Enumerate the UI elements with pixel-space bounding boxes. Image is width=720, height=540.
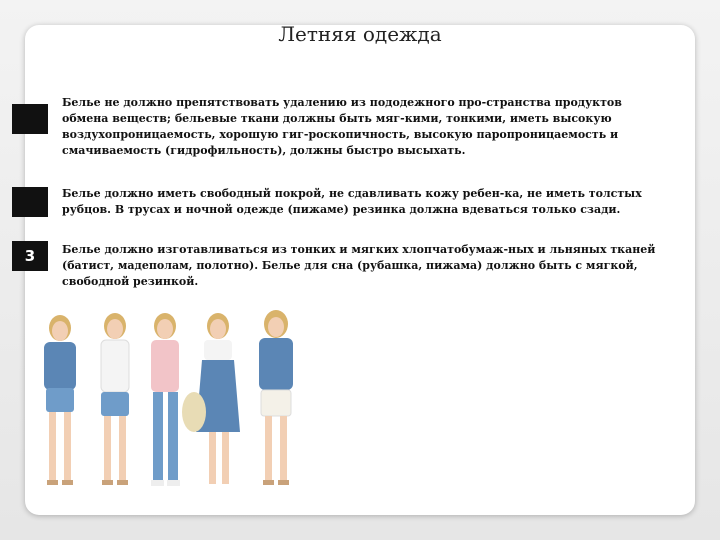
- child-2-figure: [101, 313, 129, 485]
- child-4-figure: [182, 313, 240, 484]
- child-5-figure: [259, 310, 293, 485]
- item-2-text: Белье должно иметь свободный покрой, не сдавливать кожу ребен-ка, не иметь толстых рубцов. В трусах и ночной одежде (пижаме) резинка должна вдеваться только сзади.: [62, 187, 642, 216]
- page-title: Летняя одежда: [278, 22, 442, 46]
- item-2-marker: [12, 187, 48, 217]
- child-3-figure: [151, 313, 180, 486]
- item-3-marker: 3: [12, 241, 48, 271]
- child-1-figure: [44, 315, 76, 485]
- item-3-text: Белье должно изготавливаться из тонких и мягких хлопчатобумаж-ных и льняных тканей (батист, мадеполам, полотно). Белье для сна (рубашка, пижама) должно быть с мягкой, свободной резинкой.: [62, 243, 656, 288]
- children-summer-clothes-photo: [28, 308, 308, 508]
- item-1-text: Белье не должно препятствовать удалению из пододежного про-странства продуктов обмена веществ; бельевые ткани должны быть мяг-кими, тонкими, иметь высокую воздухопроницаемость, хорошую гиг-роскопичность, высокую паропроницаемость и смачиваемость (гидрофильность), должны быстро высыхать.: [62, 96, 622, 157]
- item-1-marker: [12, 104, 48, 134]
